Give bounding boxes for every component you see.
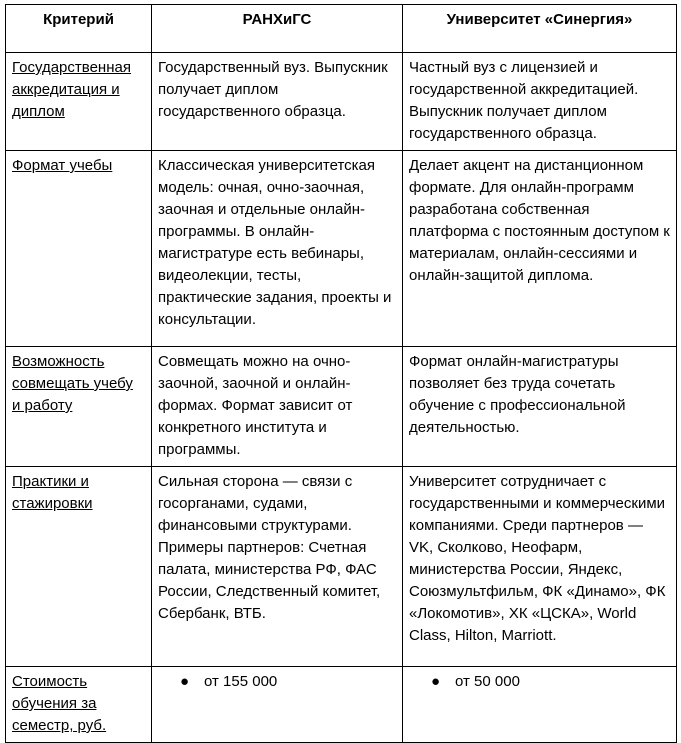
criterion-cell	[6, 53, 152, 151]
price-value: от 155 000	[204, 673, 278, 690]
ranepa-cell: Классическая университетская модель: очная, очно-заочная, заочная и отдельные онлайн-программы. В онлайн-магистратуре есть вебинары, видеолекции, тесты, практические задания, проекты и консультации.	[152, 151, 403, 347]
table-row	[6, 151, 677, 347]
header-criterion: Критерий	[6, 5, 152, 53]
header-ranepa: РАНХиГС	[152, 5, 403, 53]
synergy-cell: Частный вуз с лицензией и государственной аккредитацией. Выпускник получает диплом государственного образца.	[403, 53, 677, 151]
criterion-link[interactable]: Практики и стажировки	[12, 473, 93, 512]
bullet-icon: ●	[431, 673, 441, 690]
synergy-cell	[403, 667, 677, 743]
criterion-cell	[6, 667, 152, 743]
price-value: от 50 000	[455, 673, 520, 690]
ranepa-cell	[152, 667, 403, 743]
bullet-icon: ●	[180, 673, 190, 690]
ranepa-cell: Совмещать можно на очно-заочной, заочной и онлайн-формах. Формат зависит от конкретного института и программы.	[152, 347, 403, 467]
criterion-cell	[6, 151, 152, 347]
header-row	[6, 5, 677, 53]
criterion-link[interactable]: Государственная аккредитация и диплом	[12, 59, 131, 120]
ranepa-cell: Государственный вуз. Выпускник получает диплом государственного образца.	[152, 53, 403, 151]
table-row	[6, 467, 677, 667]
synergy-cell: Университет сотрудничает с государственными и коммерческими компаниями. Среди партнеров — VK, Сколково, Неофарм, министерства России, Яндекс, Союзмультфильм, ФК «Динамо», ФК «Локомотив», ХК «ЦСКА», World Class, Hilton, Marriott.	[403, 467, 677, 667]
criterion-link[interactable]: Формат учебы	[12, 157, 113, 174]
table-row	[6, 53, 677, 151]
criterion-cell	[6, 467, 152, 667]
criterion-link[interactable]: Стоимость обучения за семестр, руб.	[12, 673, 107, 734]
ranepa-cell: Сильная сторона — связи с госорганами, судами, финансовыми структурами. Примеры партнеров: Счетная палата, министерства РФ, ФАС России, Следственный комитет, Сбербанк, ВТБ.	[152, 467, 403, 667]
table-row	[6, 347, 677, 467]
comparison-table	[5, 4, 677, 743]
header-synergy: Университет «Синергия»	[403, 5, 677, 53]
criterion-link[interactable]: Возможность совмещать учебу и работу	[12, 353, 133, 414]
synergy-cell: Формат онлайн-магистратуры позволяет без труда сочетать обучение с профессиональной деятельностью.	[403, 347, 677, 467]
synergy-cell: Делает акцент на дистанционном формате. Для онлайн-программ разработана собственная платформа с постоянным доступом к материалам, онлайн-сессиями и онлайн-защитой диплома.	[403, 151, 677, 347]
criterion-cell	[6, 347, 152, 467]
table-row	[6, 667, 677, 743]
